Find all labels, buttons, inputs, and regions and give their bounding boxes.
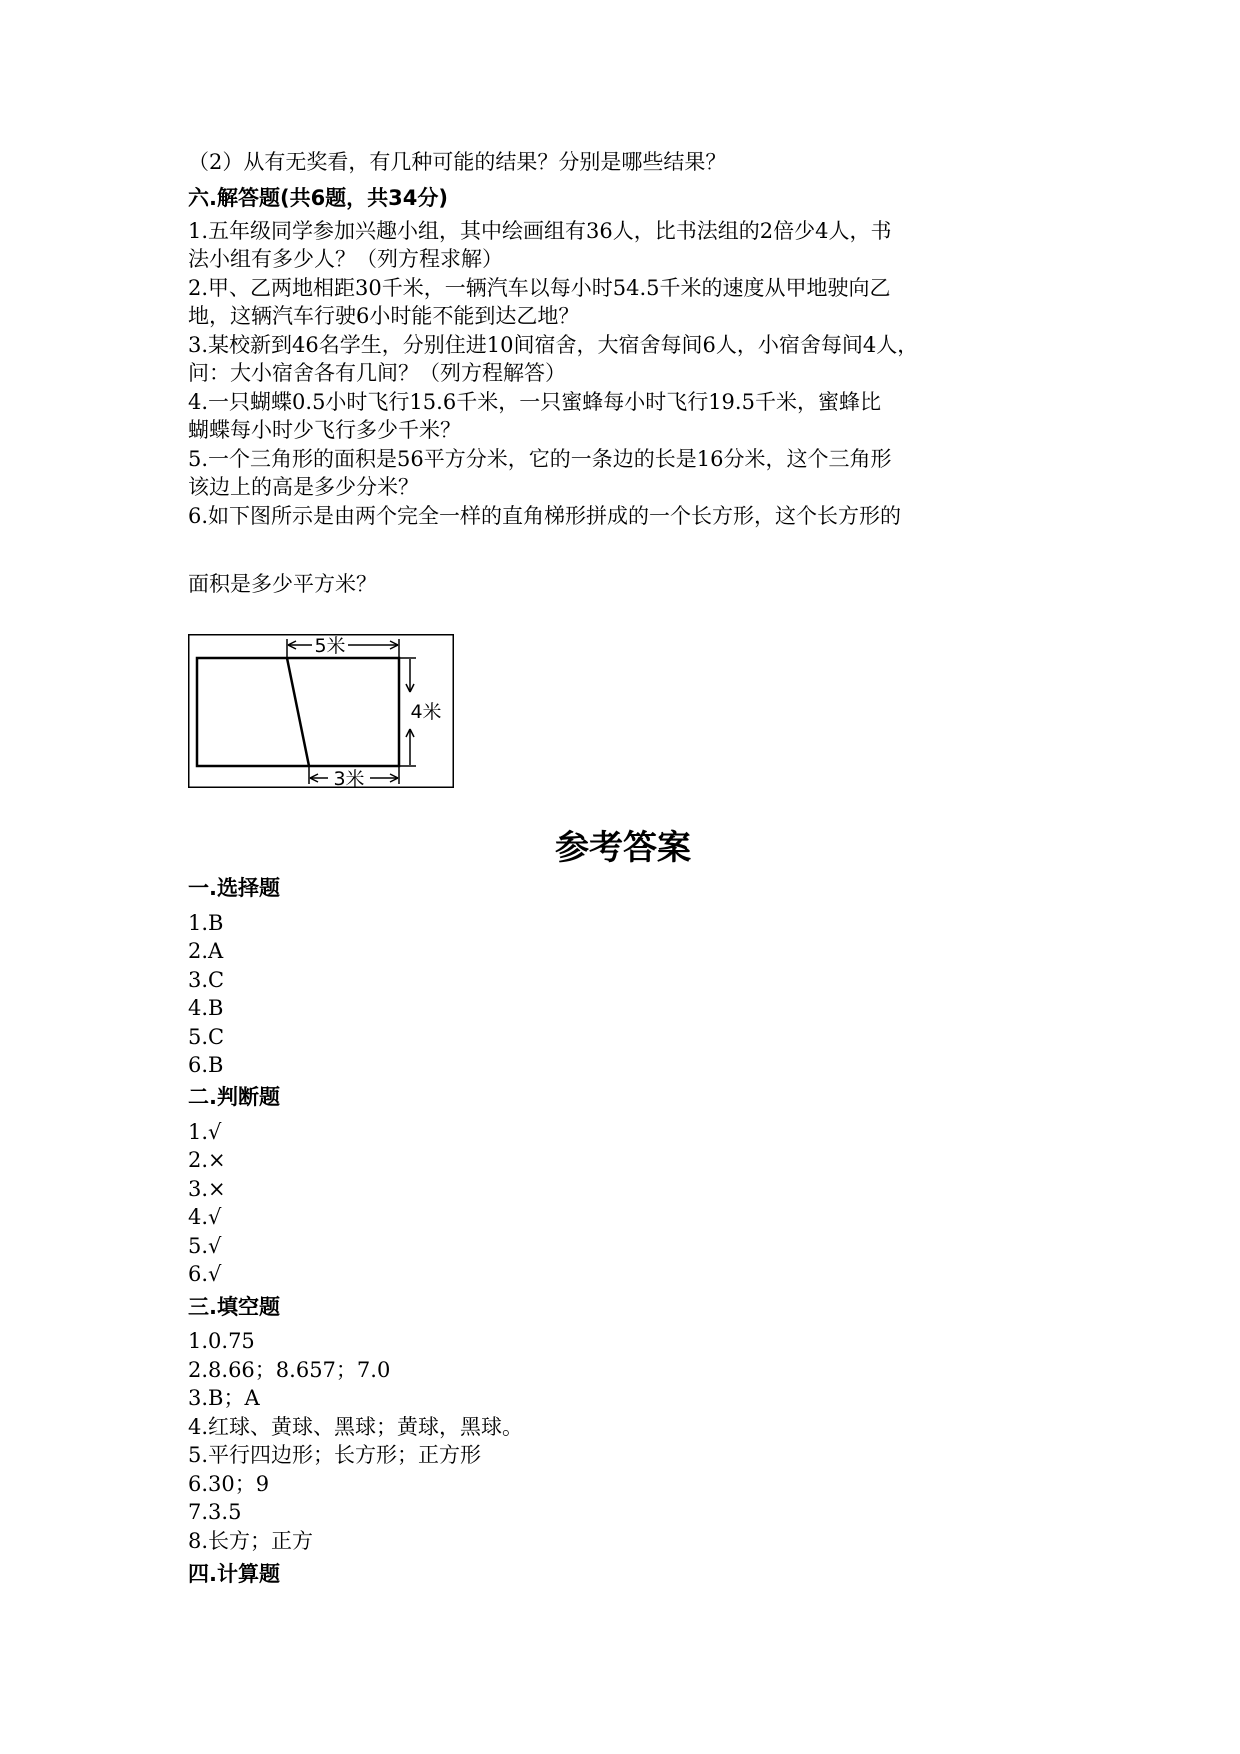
answer-section-1-heading: 一.选择题 <box>188 876 280 900</box>
answer-2-3: 3.× <box>188 1177 226 1201</box>
question-5-line-1: 5.一个三角形的面积是56平方分米，它的一条边的长是16分米，这个三角形 <box>188 447 892 471</box>
answer-section-2-heading: 二.判断题 <box>188 1085 280 1109</box>
answer-3-6: 6.30；9 <box>188 1472 270 1496</box>
answer-3-7: 7.3.5 <box>188 1500 242 1524</box>
answer-3-3: 3.B；A <box>188 1386 260 1410</box>
trapezoid-divider-line <box>287 658 309 766</box>
answer-2-2: 2.× <box>188 1148 226 1172</box>
question-3-line-1: 3.某校新到46名学生，分别住进10间宿舍，大宿舍每间6人，小宿舍每间4人， <box>188 333 919 357</box>
answer-1-3: 3.C <box>188 968 225 992</box>
answer-1-5: 5.C <box>188 1025 225 1049</box>
right-dimension-label: 4米 <box>410 701 442 723</box>
rectangle-trapezoid-figure <box>188 634 454 788</box>
section6-heading: 六.解答题(共6题，共34分) <box>188 186 449 210</box>
question-2-line-1: 2.甲、乙两地相距30千米，一辆汽车以每小时54.5千米的速度从甲地驶向乙 <box>188 276 891 300</box>
answer-2-1: 1.√ <box>188 1120 222 1144</box>
figure-drawing <box>188 634 454 788</box>
question-4-line-1: 4.一只蝴蝶0.5小时飞行15.6千米，一只蜜蜂每小时飞行19.5千米，蜜蜂比 <box>188 390 881 414</box>
answer-1-2: 2.A <box>188 939 224 963</box>
top-dimension-label: 5米 <box>314 635 346 657</box>
answer-1-4: 4.B <box>188 996 224 1020</box>
answer-section-3-heading: 三.填空题 <box>188 1295 280 1319</box>
question-4-line-2: 蝴蝶每小时少飞行多少千米？ <box>188 418 461 442</box>
question-1-line-1: 1.五年级同学参加兴趣小组，其中绘画组有36人，比书法组的2倍少4人，书 <box>188 219 892 243</box>
answer-key-title: 参考答案 <box>555 828 691 868</box>
answer-section-4-heading: 四.计算题 <box>188 1562 280 1586</box>
question-3-line-2: 问：大小宿舍各有几间？（列方程解答） <box>188 361 566 385</box>
answer-3-8: 8.长方；正方 <box>188 1529 314 1553</box>
previous-subquestion: （2）从有无奖看，有几种可能的结果？分别是哪些结果？ <box>188 150 727 174</box>
answer-3-1: 1.0.75 <box>188 1329 255 1353</box>
bottom-dimension-label: 3米 <box>333 768 365 788</box>
question-5-line-2: 该边上的高是多少分米？ <box>188 475 419 499</box>
question-6-line-2: 面积是多少平方米？ <box>188 572 377 596</box>
question-6-line-1: 6.如下图所示是由两个完全一样的直角梯形拼成的一个长方形，这个长方形的 <box>188 504 902 528</box>
answer-1-6: 6.B <box>188 1053 224 1077</box>
answer-3-4: 4.红球、黄球、黑球；黄球，黑球。 <box>188 1415 524 1439</box>
answer-3-2: 2.8.66；8.657；7.0 <box>188 1358 391 1382</box>
question-1-line-2: 法小组有多少人？（列方程求解） <box>188 247 503 271</box>
answer-2-6: 6.√ <box>188 1262 222 1286</box>
answer-2-4: 4.√ <box>188 1205 222 1229</box>
answer-3-5: 5.平行四边形；长方形；正方形 <box>188 1443 482 1467</box>
question-2-line-2: 地，这辆汽车行驶6小时能不能到达乙地？ <box>188 304 580 328</box>
answer-2-5: 5.√ <box>188 1234 222 1258</box>
answer-1-1: 1.B <box>188 911 224 935</box>
